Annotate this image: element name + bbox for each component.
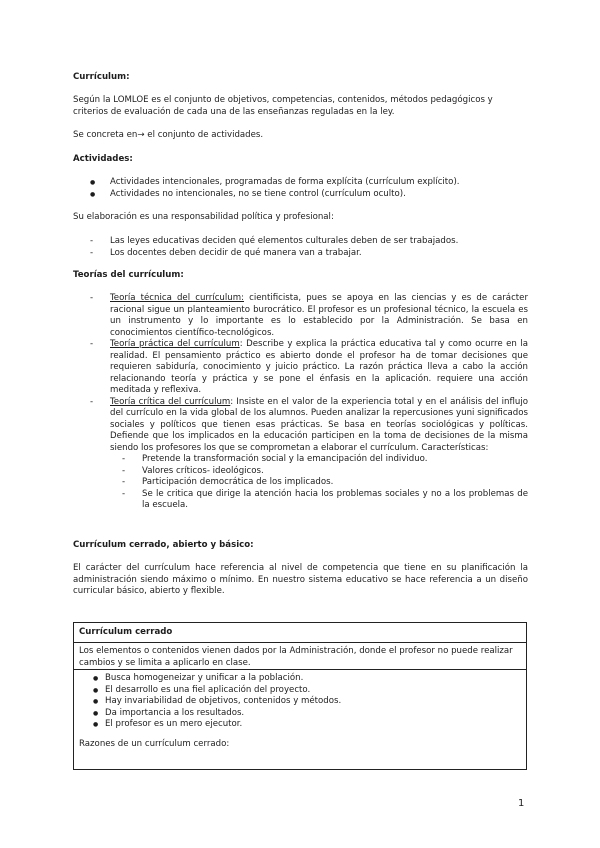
table-title: Currículum cerrado bbox=[74, 623, 526, 643]
theory-practical-title: Teoría práctica del currículum bbox=[110, 339, 240, 349]
elaboration-list bbox=[90, 236, 528, 259]
closed-paragraph: El carácter del currículum hace referencia al nivel de competencia que tiene en su planificación la administración siendo máximo o mínimo. En nuestro sistema educativo se hace referencia a un diseño curricular básico, abierto y flexible. bbox=[73, 563, 528, 596]
curriculum-heading: Currículum: bbox=[73, 72, 130, 82]
elaboration-item-laws: - Las leyes educativas deciden qué elementos culturales deben de ser trabajados. bbox=[90, 236, 528, 248]
activities-list bbox=[90, 177, 528, 200]
page-number: 1 bbox=[518, 798, 525, 809]
table-bullets-cell bbox=[74, 670, 526, 769]
characteristic-item: - Pretende la transformación social y la emancipación del individuo. bbox=[122, 454, 528, 466]
table-bullet: ● El desarrollo es una fiel aplicación del proyecto. bbox=[93, 685, 521, 697]
table-bullet: ● Da importancia a los resultados. bbox=[93, 708, 521, 720]
activity-item-hidden: ● Actividades no intencionales, no se tiene control (currículum oculto). bbox=[90, 189, 528, 201]
table-bullet-list bbox=[79, 673, 521, 731]
elaboration-item-teachers: - Los docentes deben decidir de qué manera van a trabajar. bbox=[90, 248, 528, 260]
theories-list bbox=[90, 293, 528, 512]
theory-technical-title: Teoría técnica del currículum: bbox=[110, 293, 244, 303]
theory-practical bbox=[90, 339, 528, 397]
theory-critical-body: : Insiste en el valor de la experiencia total y en el análisis del influjo del currículo en la vida global de los alumnos. Pueden analizar la repercusiones yuni significados sociales y políticos que tienen esas prácticas. Se basa en teorías sociológicas y políticas. Defiende que los implicados en la educación participen en la toma de decisiones de la misma siendo los profesores los que se comprometan a elaborar el currículum. Características: bbox=[110, 396, 528, 453]
curriculum-definition: Según la LOMLOE es el conjunto de objetivos, competencias, contenidos, métodos pedagógicos y criterios de evaluación de cada una de las enseñanzas reguladas en la ley. bbox=[73, 95, 493, 117]
table-bullet: ● Busca homogeneizar y unificar a la población. bbox=[93, 673, 521, 685]
characteristic-item: - Participación democrática de los implicados. bbox=[122, 477, 528, 489]
theory-technical bbox=[90, 293, 528, 339]
table-description: Los elementos o contenidos vienen dados por la Administración, donde el profesor no puede realizar cambios y se limita a aplicarlo en clase. bbox=[74, 643, 526, 670]
theory-critical-title: Teoría crítica del currículum bbox=[110, 396, 231, 407]
theory-critical bbox=[90, 397, 528, 512]
table-reasons: Razones de un currículum cerrado: bbox=[79, 738, 230, 749]
theories-heading: Teorías del currículum: bbox=[73, 270, 184, 280]
activities-heading: Actividades: bbox=[73, 154, 133, 164]
closed-heading: Currículum cerrado, abierto y básico: bbox=[73, 540, 254, 550]
concreta-text: Se concreta en→ el conjunto de actividades. bbox=[73, 130, 264, 140]
characteristic-item: - Valores críticos- ideológicos. bbox=[122, 466, 528, 478]
table-bullet: ● Hay invariabilidad de objetivos, contenidos y métodos. bbox=[93, 696, 521, 708]
elaboration-intro: Su elaboración es una responsabilidad política y profesional: bbox=[73, 212, 334, 222]
theory-practical-body: : Describe y explica la práctica educativa tal y como ocurre en la realidad. El pensamiento práctico es abierto donde el profesor ha de tomar decisiones que requieren sabiduría, conocimiento y juicio práctico. La razón práctica lleva a cabo la acción relacionando teoría y práctica y se pone el énfasis en la aplicación. requiere una acción meditada y reflexiva. bbox=[110, 339, 528, 395]
theory-technical-body: cientificista, pues se apoya en las ciencias y es de carácter racional sigue un planteamiento burocrático. El profesor es un profesional técnico, la escuela es un instrumento y lo importante es lo establecido por la Administración. Se basa en conocimientos científico-tecnológicos. bbox=[110, 293, 528, 338]
activity-item-explicit: ● Actividades intencionales, programadas de forma explícita (currículum explícito). bbox=[90, 177, 528, 189]
table-bullet: ● El profesor es un mero ejecutor. bbox=[93, 719, 521, 731]
characteristic-item: - Se le critica que dirige la atención hacia los problemas sociales y no a los problemas de la escuela. bbox=[122, 489, 528, 512]
closed-curriculum-table bbox=[73, 622, 527, 770]
critical-characteristics-list bbox=[122, 454, 528, 512]
